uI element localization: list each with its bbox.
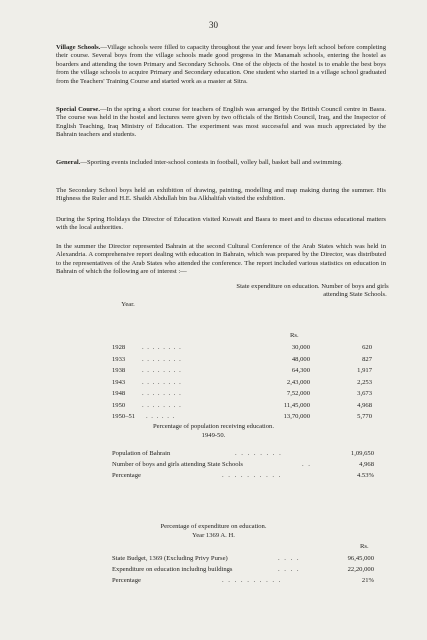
budget-period: Year 1369 A. H. (192, 532, 235, 539)
budget-caption: Percentage of expenditure on education. (160, 523, 267, 530)
table-cell-expenditure: 64,300 (291, 367, 310, 374)
table-row (0, 449, 427, 459)
table-cell-students: 1,917 (357, 367, 372, 374)
table-cell-expenditure: 2,43,000 (286, 378, 310, 386)
leader-dots: . . . . (278, 566, 301, 573)
leader-dots: . . . . . . . . (142, 378, 182, 386)
row-value: 4,968 (359, 461, 374, 468)
paragraph-general (56, 159, 386, 167)
population-caption: Percentage of population receiving education. (152, 423, 275, 430)
row-value: 1,09,650 (350, 450, 374, 457)
table-cell-students: 5,770 (357, 413, 372, 420)
table-row (0, 576, 427, 586)
paragraph-conference (56, 243, 386, 277)
leader-dots: . . . . . . . . (142, 355, 182, 363)
row-label: Population of Bahrain (112, 450, 171, 457)
paragraph-exhibition (56, 187, 386, 204)
paragraph-heading: Village Schools. (56, 44, 101, 51)
table-row (0, 378, 427, 388)
table-cell-expenditure: 30,000 (291, 344, 310, 351)
table-unit: Rs. (290, 332, 299, 339)
leader-dots: . . . . . . . . (142, 390, 182, 397)
leader-dots: . . . . . . . . (142, 401, 182, 409)
table-row (0, 412, 427, 422)
table-row (0, 401, 427, 411)
table-cell-students: 3,673 (357, 390, 372, 397)
table-header-expenditure: State expenditure on education. (236, 283, 320, 290)
table-cell-students: 620 (362, 344, 372, 351)
leader-dots: . . . . . . (146, 413, 176, 420)
paragraph-text: In the summer the Director represented Bahrain at the second Cultural Conference of the Arab States which was held in Alexandria. A comprehensive report dealing with education in Bahrain, which was prepared by the Director, was distributed to the representatives of the Arab States who attended the conference. The report included various statistics on education in Bahrain of which the following are of interest :— (56, 243, 386, 276)
leader-dots: . . . . . . . . . . (222, 472, 282, 479)
row-value: 4.53% (356, 472, 374, 479)
row-label: Percentage (112, 577, 141, 584)
paragraph-heading: General. (56, 159, 81, 166)
paragraph-text: —In the spring a short course for teachers of English was arranged by the British Council centre in Basra. The course was held in the hostel and lectures were given by two officials of the British Council, Iraq, and the Inspector of English Teaching, Iraq Ministry of Education. The experiment was most successful and was much appreciated by the Bahrain teachers and students. (56, 106, 386, 139)
paragraph-text: The Secondary School boys held an exhibition of drawing, painting, modelling and map making during the summer. His Highness the Ruler and H.E. Shaikh Abdullah bin Isa Alkhalifah visited the exhibition. (56, 187, 386, 203)
table-cell-expenditure: 11,45,000 (283, 401, 310, 409)
table-cell-year: 1950 (112, 401, 126, 409)
table-row (0, 389, 427, 399)
leader-dots: . . . . . . . . (235, 450, 283, 457)
table-cell-students: 4,968 (357, 401, 372, 409)
table-row (0, 554, 427, 564)
table-cell-expenditure: 48,000 (291, 355, 310, 363)
leader-dots: . . . . (278, 555, 301, 562)
population-period: 1949-50. (201, 432, 226, 439)
paragraph-text: —Village schools were filled to capacity throughout the year and fewer boys left school before completing their course. Several boys from the village schools made good progress in the Manamah schools, entering the hostel as boarders and attending the town Primary and Secondary Schools. One of the objects of the hostel is to enable the best boys from the village schools to acquire Primary and Secondary education. One student who started in a village school graduated from the Teachers' Training Course and started work as a master at Sitra. (56, 44, 386, 85)
paragraph-village-schools (56, 44, 386, 86)
paragraph-text: —Sporting events included inter-school contests in football, volley ball, basket ball and swimming. (80, 159, 343, 166)
table-row (0, 565, 427, 575)
table-cell-year: 1948 (112, 390, 126, 397)
paragraph-special-course (56, 106, 386, 140)
table-cell-expenditure: 13,70,000 (283, 413, 310, 420)
page-number: 30 (209, 20, 218, 30)
leader-dots: . . . . . . . . (142, 367, 182, 374)
row-label: Expenditure on education including buildings (112, 566, 233, 573)
paragraph-spring-holidays (56, 216, 386, 233)
leader-dots: . . . . . . . . . . (222, 577, 282, 584)
paragraph-text: During the Spring Holidays the Director of Education visited Kuwait and Basra to meet and to discuss educational matters with the local authorities. (56, 216, 386, 232)
table-cell-expenditure: 7,52,000 (286, 390, 310, 397)
table-cell-students: 2,253 (357, 378, 372, 386)
budget-unit: Rs. (360, 543, 369, 550)
table-row (0, 355, 427, 365)
table-header-year: Year. (121, 301, 135, 308)
table-row (0, 343, 427, 353)
table-cell-year: 1928 (112, 344, 126, 351)
table-cell-year: 1950–51 (112, 413, 136, 420)
row-label: Percentage (112, 472, 141, 479)
row-value: 21% (361, 577, 374, 584)
leader-dots: . . . . . . . . (142, 344, 182, 351)
row-value: 22,20,000 (347, 566, 374, 573)
table-header-students: Number of boys and girls attending State Schools. (321, 283, 389, 299)
row-label: State Budget, 1369 (Excluding Privy Purse) (112, 555, 228, 562)
table-row (0, 460, 427, 470)
row-value: 96,45,000 (347, 555, 374, 562)
row-label: Number of boys and girls attending State Schools (112, 461, 243, 468)
leader-dots: . . (302, 461, 312, 468)
table-cell-year: 1933 (112, 355, 126, 363)
table-cell-year: 1938 (112, 367, 126, 374)
table-row (0, 471, 427, 481)
table-cell-year: 1943 (112, 378, 126, 386)
paragraph-heading: Special Course. (56, 106, 100, 113)
table-row (0, 366, 427, 376)
table-cell-students: 827 (362, 355, 372, 363)
